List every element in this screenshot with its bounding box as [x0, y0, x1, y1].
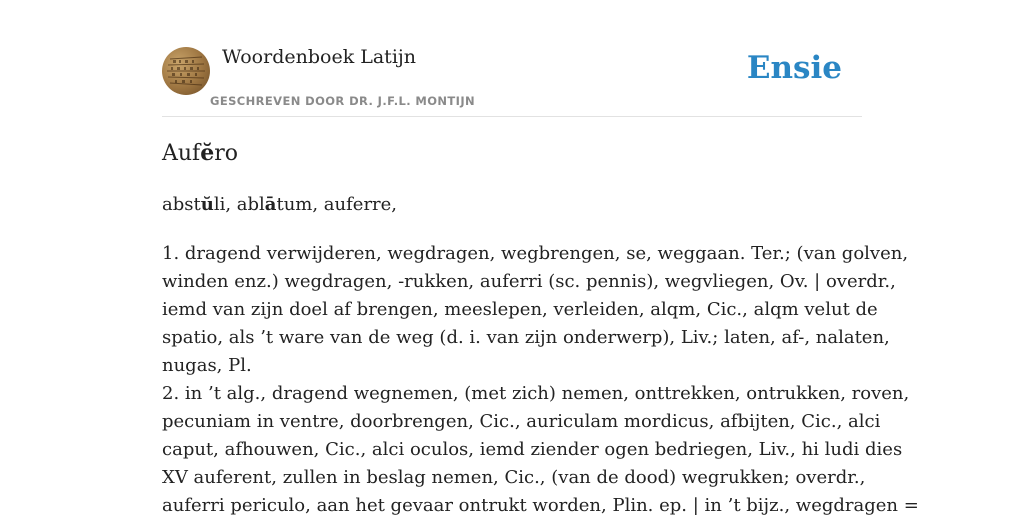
definition-line: XV auferent, zullen in beslag nemen, Cic., (van de dood) wegrukken; overdr., [162, 467, 866, 488]
entry-headword [162, 140, 238, 166]
forms-accent: ā [264, 194, 277, 215]
headword-accent: ĕ [200, 140, 215, 166]
dictionary-logo[interactable] [162, 47, 210, 95]
brand-logo[interactable]: Ensie [746, 50, 842, 86]
definition-line: pecuniam in ventre, doorbrengen, Cic., auriculam mordicus, afbijten, Cic., alci [162, 411, 881, 432]
site-header [162, 0, 862, 117]
definition-line: 1. dragend verwijderen, wegdragen, wegbrengen, se, weggaan. Ter.; (van golven, [162, 243, 909, 264]
definition-line: spatio, als ’t ware van de weg (d. i. van zijn onderwerp), Liv.; laten, af-, nalaten, [162, 327, 890, 348]
dictionary-title[interactable]: Woordenboek Latijn [222, 46, 417, 68]
page [162, 0, 919, 516]
definition-line: iemd van zijn doel af brengen, meeslepen, verleiden, alqm, Cic., alqm velut de [162, 299, 878, 320]
forms-text: abst [162, 194, 201, 215]
forms-text: li, abl [213, 194, 265, 215]
entry-definition [162, 240, 919, 520]
definition-line: winden enz.) wegdragen, -rukken, auferri (sc. pennis), wegvliegen, Ov. | overdr., [162, 271, 896, 292]
definition-line: auferri periculo, aan het gevaar ontrukt worden, Plin. ep. | in ’t bijz., wegdragen = [162, 495, 919, 516]
forms-accent: ŭ [200, 194, 214, 215]
forms-text: tum, auferre, [276, 194, 398, 215]
definition-line: nugas, Pl. [162, 355, 252, 376]
headword-text-end: ro [214, 141, 238, 166]
entry-principal-parts [162, 194, 397, 215]
engraved-seal-icon [162, 47, 210, 95]
definition-line: 2. in ’t alg., dragend wegnemen, (met zich) nemen, onttrekken, ontrukken, roven, [162, 383, 910, 404]
author-byline: GESCHREVEN DOOR DR. J.F.L. MONTIJN [210, 94, 476, 108]
headword-text: Auf [162, 141, 201, 166]
definition-line: caput, afhouwen, Cic., alci oculos, iemd ziender ogen bedriegen, Liv., hi ludi dies [162, 439, 903, 460]
